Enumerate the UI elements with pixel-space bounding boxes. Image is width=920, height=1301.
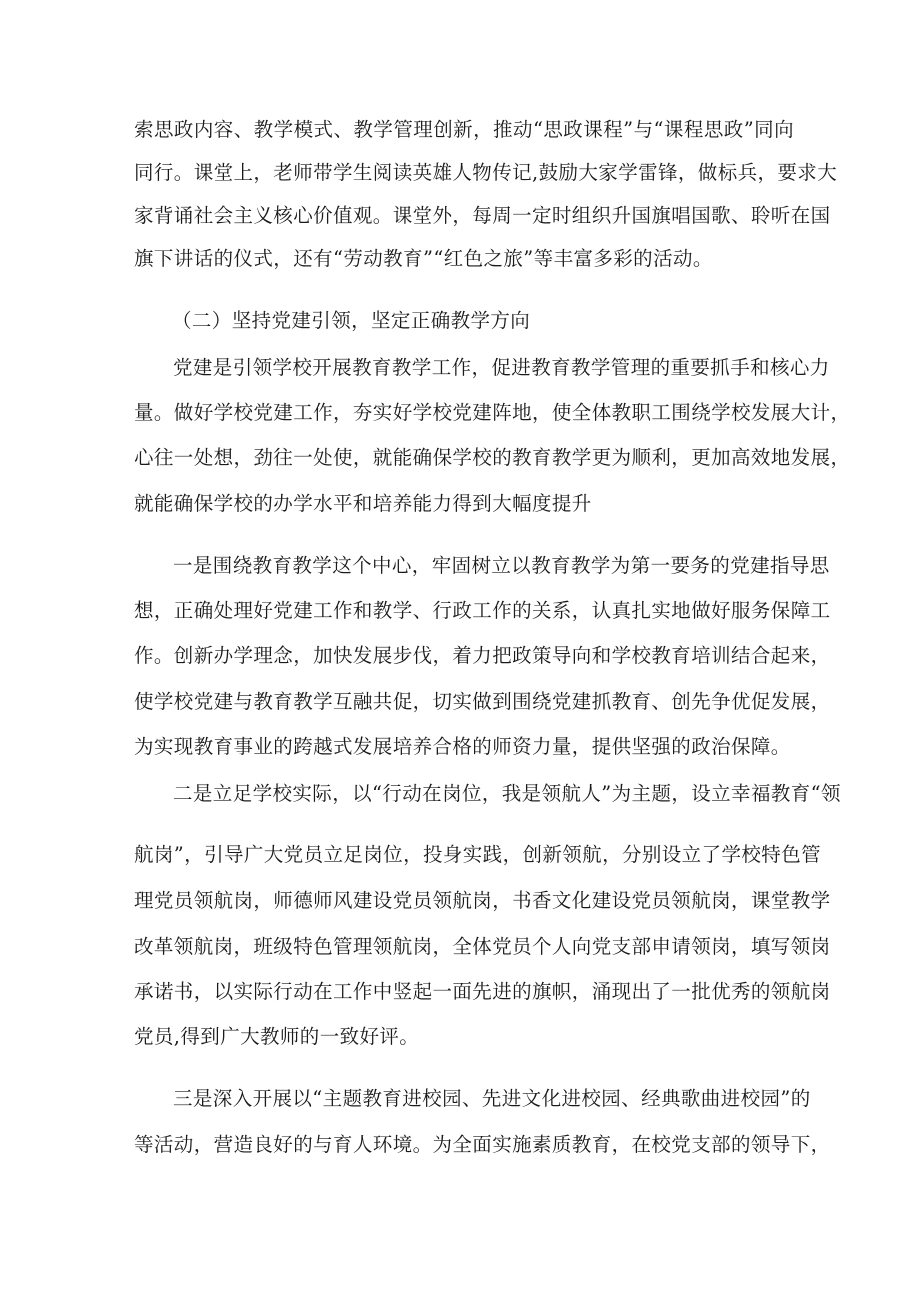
section-heading: （二）坚持党建引领，坚定正确教学方向 [172,309,531,332]
text-line: 为实现教育事业的跨越式发展培养合格的师资力量，提供坚强的政治保障。 [134,735,791,758]
text-line: 索思政内容、教学模式、教学管理创新，推动“思政课程”与“课程思政”同向 [134,118,794,141]
text-line: 二是立足学校实际，以“行动在岗位，我是领航人”为主题，设立幸福教育“领 [173,782,841,805]
text-line: 心往一处想，劲往一处使，就能确保学校的教育教学更为顺利，更加高效地发展， [134,446,851,469]
text-line: 党建是引领学校开展教育教学工作，促进教育教学管理的重要抓手和核心力 [173,356,830,379]
text-line: 一是围绕教育教学这个中心，牢固树立以教育教学为第一要务的党建指导思 [173,554,830,577]
text-line: 想，正确处理好党建工作和教学、行政工作的关系，认真扎实地做好服务保障工 [134,599,831,622]
text-line: 使学校党建与教育教学互融共促，切实做到围绕党建抓教育、创先争优促发展， [134,690,831,713]
text-line: 党员,得到广大教师的一致好评。 [134,1025,420,1048]
text-line: 家背诵社会主义核心价值观。课堂外，每周一定时组织升国旗唱国歌、聆听在国 [134,204,831,227]
text-line: 就能确保学校的办学水平和培养能力得到大幅度提升 [134,492,592,515]
text-line: 理党员领航岗，师德师风建设党员领航岗，书香文化建设党员领航岗，课堂教学 [134,889,831,912]
text-line: 作。创新办学理念，加快发展步伐，着力把政策导向和学校教育培训结合起来， [134,644,831,667]
text-line: 等活动，营造良好的与育人环境。为全面实施素质教育，在校党支部的领导下， [134,1133,831,1156]
text-line: 航岗”，引导广大党员立足岗位，投身实践，创新领航，分别设立了学校特色管 [134,843,821,866]
text-line: 改革领航岗，班级特色管理领航岗，全体党员个人向党支部申请领岗，填写领岗 [134,935,831,958]
text-line: 承诺书，以实际行动在工作中竖起一面先进的旗帜，涌现出了一批优秀的领航岗 [134,980,831,1003]
text-line: 同行。课堂上，老师带学生阅读英雄人物传记,鼓励大家学雷锋，做标兵，要求大 [134,161,838,184]
text-line: 三是深入开展以“主题教育进校园、先进文化进校园、经典歌曲进校园”的 [173,1087,811,1110]
text-line: 量。做好学校党建工作，夯实好学校党建阵地，使全体教职工围绕学校发展大计， [134,401,851,424]
text-line: 旗下讲话的仪式，还有“劳动教育”“红色之旅”等丰富多彩的活动。 [134,247,713,270]
